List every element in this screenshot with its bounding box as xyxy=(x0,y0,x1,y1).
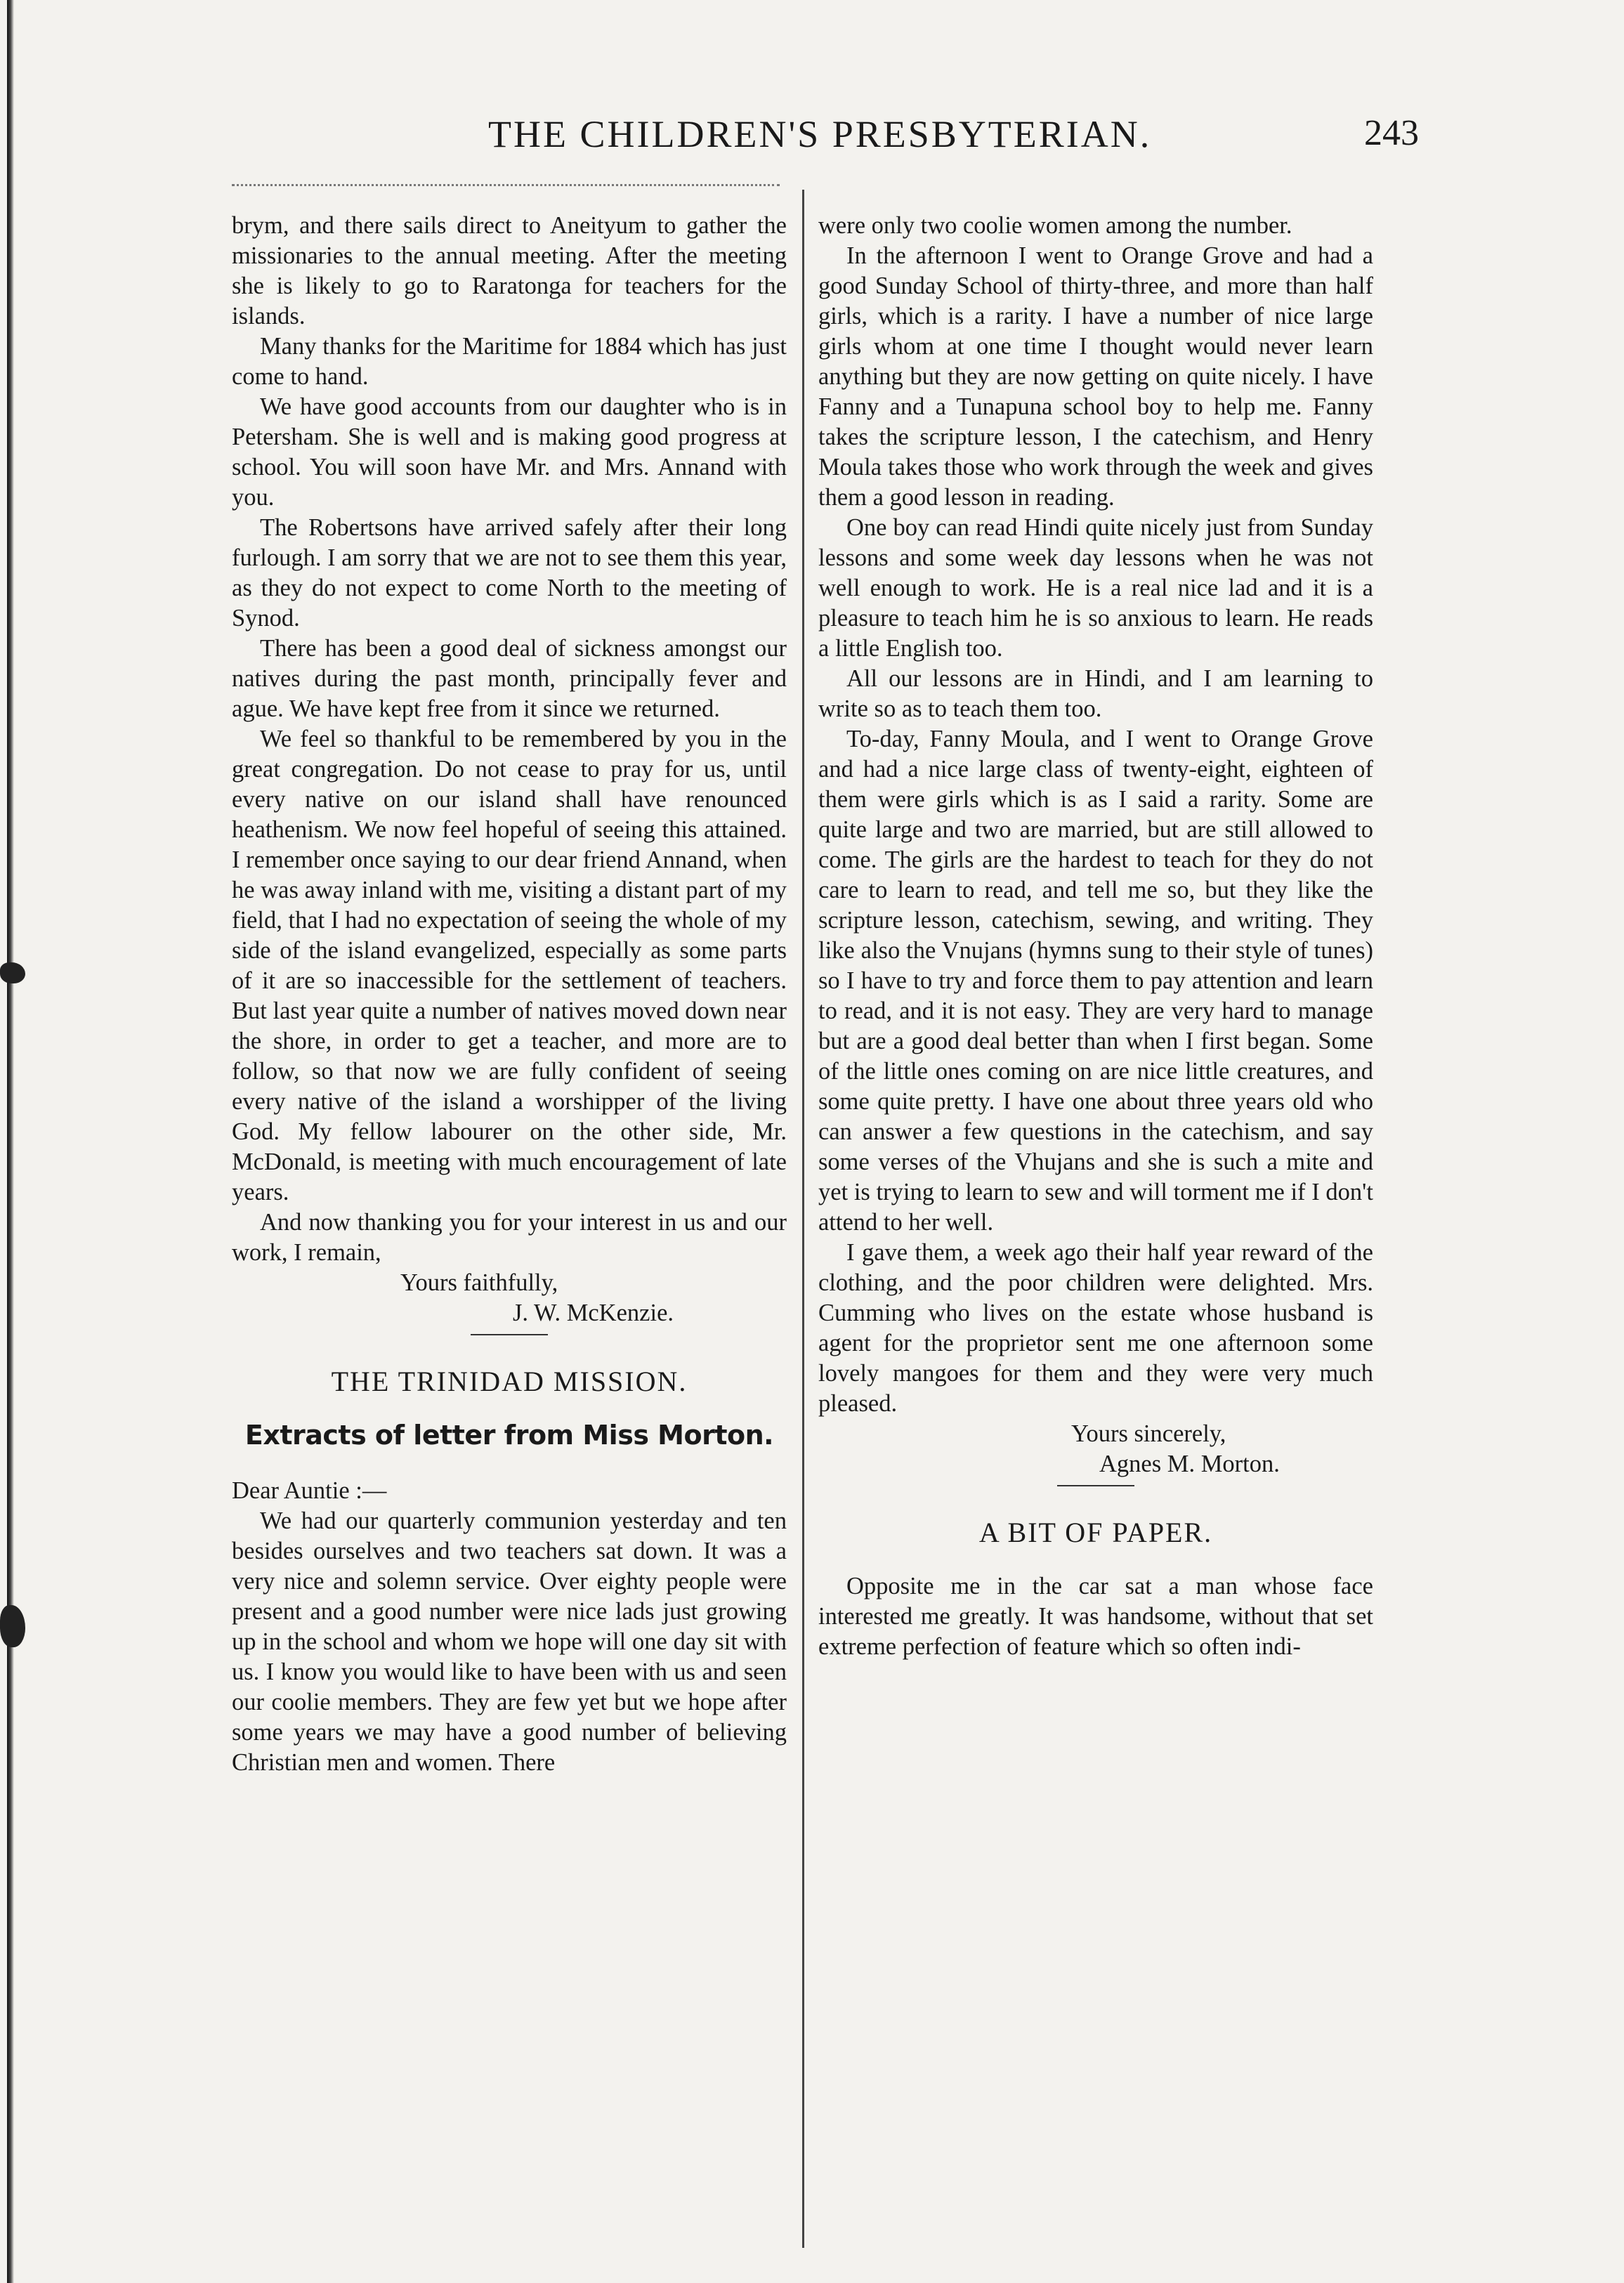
page-number: 243 xyxy=(1364,113,1419,153)
column-divider xyxy=(802,190,804,2248)
paragraph: In the afternoon I went to Orange Grove and had a good Sunday School of thirty-three, and more than half girls, which is a rarity. I have a number of nice large girls whom at one time I thought would never learn anything but they are now getting on quite nicely. I have Fanny and a Tunapuna school boy to help me. Fanny takes the scripture lesson, I the catechism, and Henry Moula takes those who work through the week and gives them a good lesson in reading. xyxy=(818,242,1373,511)
paragraph: Opposite me in the car sat a man whose face interested me greatly. It was handsome, without that set extreme perfection of feature which so often indi- xyxy=(818,1573,1373,1660)
page-binding-edge xyxy=(7,0,14,2283)
left-column xyxy=(232,211,787,1778)
paragraph: were only two coolie women among the number. xyxy=(818,212,1292,239)
right-column xyxy=(818,211,1373,1662)
closing-phrase: Yours sincerely, xyxy=(1071,1420,1226,1447)
paragraph: Many thanks for the Maritime for 1884 which has just come to hand. xyxy=(232,333,787,390)
signature: Agnes M. Morton. xyxy=(1099,1451,1280,1477)
section-subtitle: Extracts of letter from Miss Morton. xyxy=(244,1420,774,1451)
paragraph: The Robertsons have arrived safely after their long furlough. I am sorry that we are not to see them this year, as they do not expect to come North to the meeting of Synod. xyxy=(232,514,787,632)
paragraph: All our lessons are in Hindi, and I am learning to write so as to teach them too. xyxy=(818,665,1373,722)
section-title: A BIT OF PAPER. xyxy=(978,1517,1213,1548)
section-rule xyxy=(1057,1485,1134,1486)
paragraph: We had our quarterly communion yesterday and ten besides ourselves and two teachers sat down. It was a very nice and solemn service. Over eighty people were present and a good number were nice lads just growing up in the school and whom we hope will one day sit with us. I know you would like to have been with us and seen our coolie members. They are few yet but we hope after some years we may have a good number of believing Christian men and women. There xyxy=(232,1507,787,1776)
paragraph: I gave them, a week ago their half year reward of the clothing, and the poor children were delighted. Mrs. Cumming who lives on the estate whose husband is agent for the proprietor sent me one afternoon some lovely mangoes for them and they were very much pleased. xyxy=(818,1239,1373,1417)
salutation: Dear Auntie :— xyxy=(232,1477,387,1504)
paragraph: We feel so thankful to be remembered by you in the great congregation. Do not cease to pray for us, until every native on our island shall have renounced heathenism. We now feel hopeful of seeing this attained. I remember once saying to our dear friend Annand, when he was away inland with me, visiting a distant part of my field, that I had no expectation of seeing the whole of my side of the island evangelized, especially as some parts of it are so inaccessible for the settlement of teachers. But last year quite a number of natives moved down near the shore, in order to get a teacher, and more are to follow, so that now we are fully confident of seeing every native of the island a worshipper of the living God. My fellow labourer on the other side, Mr. McDonald, is meeting with much encouragement of late years. xyxy=(232,726,787,1205)
paragraph: brym, and there sails direct to Aneityum to gather the missionaries to the annual meeting. After the meeting she is likely to go to Raratonga for teachers for the islands. xyxy=(232,212,787,329)
paragraph: To-day, Fanny Moula, and I went to Orange Grove and had a nice large class of twenty-eight, eighteen of them were girls which is as I said a rarity. Some are quite large and two are married, but are still allowed to come. The girls are the hardest to teach for they do not care to learn to read, and tell me so, but they like the scripture lesson, catechism, sewing, and writing. They like also the Vnujans (hymns sung to their style of tunes) so I have to try and force them to pay attention and learn to read, and it is not easy. They are very hard to manage but are a good deal better than when I first began. Some of the little ones coming on are nice little creatures, and some quite pretty. I have one about three years old who can answer a few questions in the catechism, and say some verses of the Vhujans and she is such a mite and yet is trying to learn to sew and will torment me if I don't attend to her well. xyxy=(818,726,1373,1236)
paragraph: There has been a good deal of sickness amongst our natives during the past month, principally fever and ague. We have kept free from it since we returned. xyxy=(232,635,787,722)
header-rule xyxy=(232,184,780,186)
binding-mark xyxy=(0,1605,25,1647)
closing-phrase: Yours faithfully, xyxy=(400,1269,558,1296)
paragraph: One boy can read Hindi quite nicely just from Sunday lessons and some week day lessons when he was not well enough to work. He is a real nice lad and it is a pleasure to teach him he is so anxious to learn. He reads a little English too. xyxy=(818,514,1373,662)
letter-closing xyxy=(232,1268,787,1328)
running-title: THE CHILDREN'S PRESBYTERIAN. xyxy=(488,113,1152,155)
binding-mark xyxy=(0,962,25,983)
letter-closing xyxy=(818,1419,1373,1479)
paragraph: And now thanking you for your interest in us and our work, I remain, xyxy=(232,1209,787,1266)
section-rule xyxy=(471,1334,548,1335)
signature: J. W. McKenzie. xyxy=(513,1300,674,1326)
paragraph: We have good accounts from our daughter who is in Petersham. She is well and is making good progress at school. You will soon have Mr. and Mrs. Annand with you. xyxy=(232,393,787,511)
section-title: THE TRINIDAD MISSION. xyxy=(331,1366,688,1397)
page-header xyxy=(211,112,1419,169)
